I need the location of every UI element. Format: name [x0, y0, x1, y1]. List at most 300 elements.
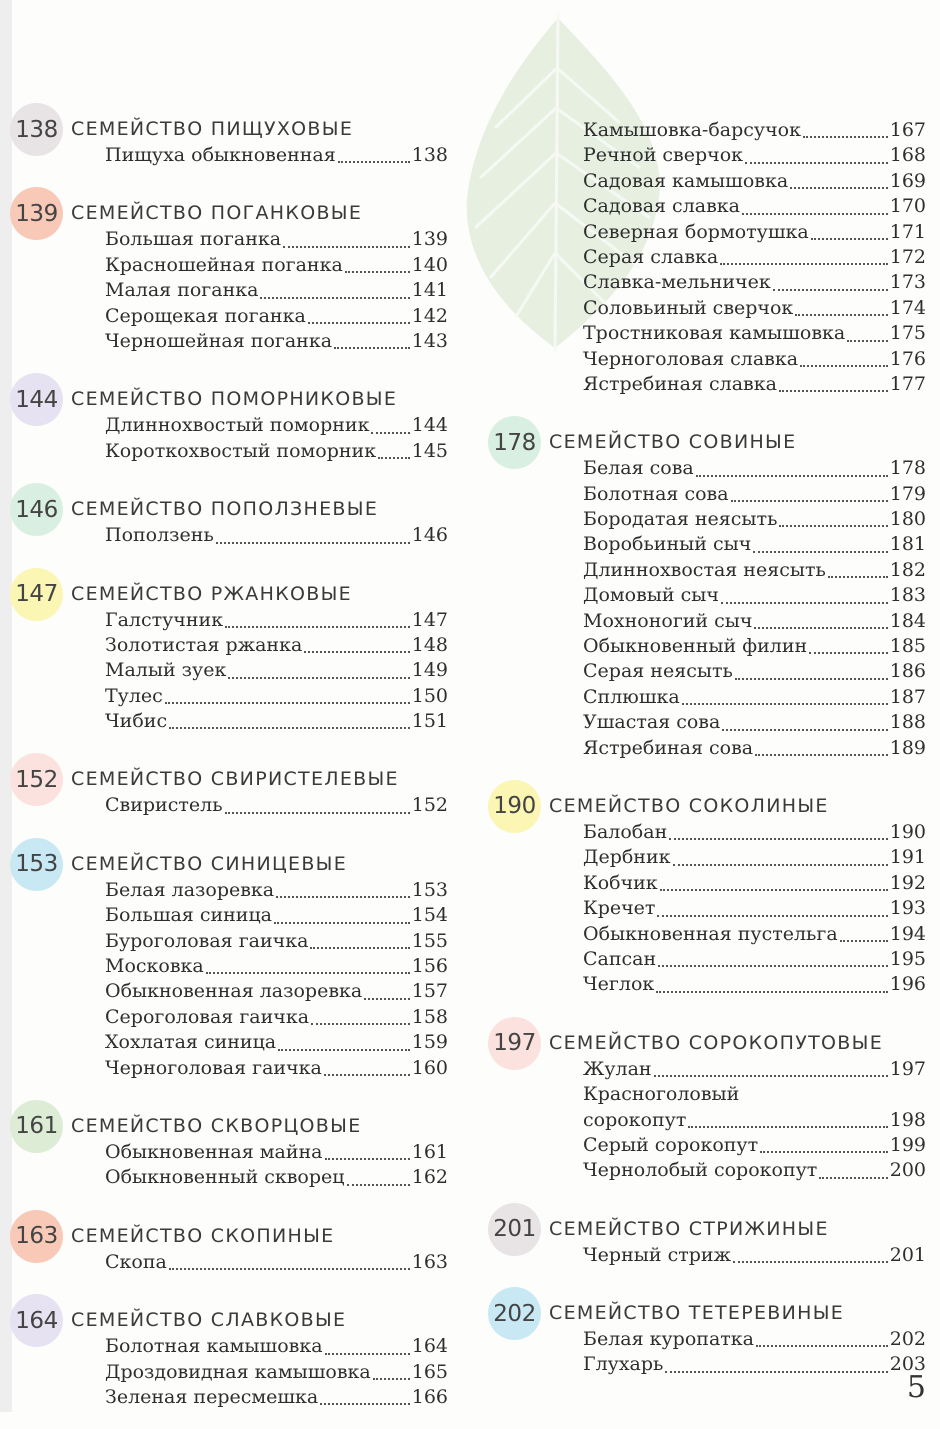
dot-leader — [334, 346, 410, 349]
toc-entry-page: 186 — [889, 660, 926, 683]
family-page-circle: 163 — [10, 1210, 63, 1263]
toc-family — [10, 103, 448, 169]
toc-entry-page: 139 — [411, 228, 448, 251]
toc-entry-page: 151 — [411, 710, 448, 733]
dot-leader — [754, 626, 887, 629]
family-header[interactable] — [10, 1100, 448, 1153]
dot-leader — [696, 474, 888, 477]
toc-entry-name: Ушастая сова — [583, 711, 721, 734]
family-title: СЕМЕЙСТВО ПОПОЛЗНЕВЫЕ — [71, 498, 379, 521]
toc-entry-name: Жулан — [583, 1057, 652, 1080]
toc-entry[interactable] — [105, 305, 448, 330]
family-header[interactable] — [10, 483, 448, 536]
dot-leader — [654, 1074, 888, 1077]
toc-entry-page: 173 — [889, 271, 926, 294]
dot-leader — [660, 888, 888, 891]
toc-entry-name: Пищуха обыкновенная — [105, 144, 336, 166]
toc-entry[interactable] — [105, 330, 448, 355]
toc-entry[interactable] — [583, 221, 926, 246]
toc-entry[interactable] — [583, 1109, 926, 1134]
toc-entry-page: 177 — [889, 372, 926, 395]
family-page-circle: 152 — [10, 753, 63, 806]
family-header[interactable] — [10, 103, 448, 156]
dot-leader — [795, 313, 887, 316]
toc-entry-name: Глухарь — [583, 1353, 664, 1376]
family-title: СЕМЕЙСТВО ПОГАНКОВЫЕ — [71, 202, 363, 225]
toc-entry-name: Дербник — [583, 846, 671, 869]
dot-leader — [311, 1022, 410, 1025]
toc-entry-name: Ястребиная славка — [583, 372, 777, 395]
toc-entry-name: Чернолобый сорокопут — [583, 1159, 818, 1182]
toc-entry[interactable] — [583, 533, 926, 558]
toc-entry-name: Сероголовая гаичка — [105, 1005, 310, 1028]
toc-entry-page: 202 — [889, 1328, 926, 1351]
dot-leader — [779, 524, 887, 527]
dot-leader — [276, 895, 410, 898]
toc-entry-page: 148 — [411, 633, 448, 656]
toc-entry-name: Северная бормотушка — [583, 220, 809, 243]
dot-leader — [378, 456, 410, 459]
toc-family — [10, 1100, 448, 1192]
toc-entry-page: 160 — [411, 1056, 448, 1079]
toc-entry-name: Обыкновенная майна — [105, 1140, 323, 1163]
toc-entry[interactable] — [583, 660, 926, 685]
dot-leader — [304, 650, 409, 653]
toc-family — [10, 373, 448, 465]
dot-leader — [790, 186, 888, 189]
toc-entry-name: Болотная сова — [583, 482, 729, 505]
dot-leader — [225, 625, 410, 628]
toc-entry-page: 156 — [411, 955, 448, 978]
toc-entry[interactable] — [583, 119, 926, 144]
family-page-circle: 147 — [10, 568, 63, 621]
dot-leader — [169, 1267, 410, 1270]
dot-leader — [278, 1048, 410, 1051]
toc-family — [488, 1203, 926, 1269]
toc-entry-page: 193 — [889, 897, 926, 920]
toc-entry[interactable] — [105, 1361, 448, 1386]
family-page-circle: 146 — [10, 483, 63, 536]
toc-entry-page: 162 — [411, 1166, 448, 1189]
toc-entry-name: Воробьиный сыч — [583, 533, 752, 556]
dot-leader — [745, 161, 888, 164]
family-header[interactable] — [10, 1294, 448, 1347]
toc-entry[interactable] — [583, 686, 926, 711]
dot-leader — [682, 702, 888, 705]
toc-entry-page: 180 — [889, 508, 926, 531]
toc-entry-page: 167 — [889, 119, 926, 141]
toc-entry[interactable] — [583, 948, 926, 973]
dot-leader — [809, 651, 888, 654]
toc-family — [10, 838, 448, 1082]
family-header[interactable] — [10, 838, 448, 891]
toc-entry-page: 172 — [889, 245, 926, 268]
dot-leader — [656, 990, 887, 993]
toc-entry-name: Черноголовая славка — [583, 347, 799, 370]
dot-leader — [779, 389, 888, 392]
toc-entry[interactable] — [105, 659, 448, 684]
family-page-circle: 202 — [488, 1287, 541, 1340]
toc-right-column — [488, 103, 926, 1397]
dot-leader — [308, 321, 410, 324]
toc-entry-page: 179 — [889, 482, 926, 505]
dot-leader — [742, 212, 888, 215]
toc-entry[interactable] — [105, 685, 448, 710]
family-title: СЕМЕЙСТВО СИНИЦЕВЫЕ — [71, 852, 348, 875]
toc-entry-page: 144 — [411, 414, 448, 437]
toc-entry-page: 141 — [411, 279, 448, 302]
toc-entry[interactable] — [583, 1159, 926, 1184]
toc-entry-name: Ястребиная сова — [583, 736, 754, 759]
toc-entry-page: 195 — [889, 947, 926, 970]
toc-entry[interactable] — [583, 297, 926, 322]
toc-left-column — [10, 103, 448, 1429]
toc-entry-name: Садовая камышовка — [583, 169, 789, 192]
toc-entry[interactable] — [583, 246, 926, 271]
toc-family — [10, 187, 448, 355]
continuation-entries — [488, 119, 926, 398]
family-page-circle: 201 — [488, 1203, 541, 1256]
toc-entry-name: Длиннохвостый поморник — [105, 414, 370, 437]
family-entries — [488, 457, 926, 762]
dot-leader — [756, 1344, 888, 1347]
dot-leader — [657, 914, 887, 917]
toc-entry-name: сорокопут — [583, 1108, 687, 1131]
toc-entry-page: 175 — [889, 322, 926, 345]
dot-leader — [720, 262, 887, 265]
toc-entry[interactable] — [583, 635, 926, 660]
toc-entry-page: 170 — [889, 195, 926, 218]
dot-leader — [274, 921, 410, 924]
toc-entry[interactable] — [583, 923, 926, 948]
dot-leader — [755, 753, 888, 756]
toc-entry-name: Серая славка — [583, 245, 719, 268]
family-header[interactable] — [488, 780, 926, 833]
toc-entry[interactable] — [583, 322, 926, 347]
toc-entry[interactable] — [583, 1134, 926, 1159]
toc-entry-page: 191 — [889, 846, 926, 869]
family-header[interactable] — [10, 753, 448, 806]
dot-leader — [673, 863, 888, 866]
toc-entry-name: Серощекая поганка — [105, 304, 306, 327]
toc-entry-page: 143 — [411, 329, 448, 352]
toc-entry-page: 198 — [889, 1108, 926, 1131]
toc-entry-page: 166 — [411, 1385, 448, 1408]
toc-entry-page: 159 — [411, 1031, 448, 1054]
toc-entry[interactable] — [105, 1166, 448, 1191]
toc-entry-name: Серая неясыть — [583, 660, 733, 683]
toc-entry-name: Бородатая неясыть — [583, 508, 778, 531]
dot-leader — [735, 677, 888, 680]
toc-entry-name: Дроздовидная камышовка — [105, 1360, 371, 1383]
dot-leader — [283, 245, 410, 248]
dot-leader — [165, 701, 410, 704]
toc-entry-page: 187 — [889, 685, 926, 708]
toc-entry-page: 200 — [889, 1159, 926, 1182]
toc-entry-name: Кобчик — [583, 871, 658, 894]
family-header[interactable] — [10, 568, 448, 621]
toc-entry[interactable] — [105, 254, 448, 279]
family-page-circle: 144 — [10, 373, 63, 426]
toc-family — [10, 568, 448, 736]
dot-leader — [260, 296, 409, 299]
toc-entry-name: Большая поганка — [105, 228, 282, 251]
family-title: СЕМЕЙСТВО ТЕТЕРЕВИНЫЕ — [549, 1302, 845, 1325]
family-title: СЕМЕЙСТВО ПИЩУХОВЫЕ — [71, 118, 354, 140]
toc-family — [10, 483, 448, 549]
family-page-circle: 153 — [10, 838, 63, 891]
toc-entry-name: Обыкновенный скворец — [105, 1166, 345, 1189]
toc-entry-page: 169 — [889, 169, 926, 192]
toc-entry-page: 145 — [411, 439, 448, 462]
family-title: СЕМЕЙСТВО СОРОКОПУТОВЫЕ — [549, 1031, 883, 1054]
toc-entry[interactable] — [105, 279, 448, 304]
toc-entry-name: Малый зуек — [105, 659, 227, 682]
family-title: СЕМЕЙСТВО СЛАВКОВЫЕ — [71, 1309, 347, 1332]
toc-entry-name: Поползень — [105, 524, 214, 547]
toc-entry-name: Сапсан — [583, 947, 657, 970]
toc-entry-name: Балобан — [583, 820, 668, 843]
dot-leader — [688, 1125, 887, 1128]
family-header[interactable] — [488, 416, 926, 469]
toc-entry-name: Свиристель — [105, 794, 223, 817]
toc-entry-name: Черный стриж — [583, 1243, 732, 1266]
family-header[interactable] — [488, 1203, 926, 1256]
toc-entry[interactable] — [583, 973, 926, 998]
toc-entry-page: 140 — [411, 253, 448, 276]
toc-entry-page: 149 — [411, 659, 448, 682]
dot-leader — [371, 431, 409, 434]
toc-entry[interactable] — [583, 737, 926, 762]
dot-leader — [722, 728, 887, 731]
dot-leader — [665, 1370, 887, 1373]
toc-continuation — [488, 119, 926, 398]
toc-entry-name: Тулес — [105, 684, 163, 707]
dot-leader — [325, 1352, 410, 1355]
family-page-circle: 178 — [488, 416, 541, 469]
toc-entry-name: Белая сова — [583, 457, 694, 480]
dot-leader — [216, 541, 410, 544]
toc-entry[interactable] — [583, 508, 926, 533]
toc-entry-page: 190 — [889, 820, 926, 843]
dot-leader — [733, 1260, 888, 1263]
toc-entry-page: 164 — [411, 1335, 448, 1358]
family-entries — [10, 228, 448, 355]
dot-leader — [338, 160, 410, 163]
family-page-circle: 139 — [10, 187, 63, 240]
dot-leader — [228, 676, 409, 679]
toc-entry-page: 163 — [411, 1250, 448, 1273]
toc-entry-name: Буроголовая гаичка — [105, 929, 309, 952]
toc-entry-name: Белая куропатка — [583, 1328, 754, 1351]
family-title: СЕМЕЙСТВО СКОПИНЫЕ — [71, 1224, 335, 1247]
toc-entry[interactable] — [105, 1006, 448, 1031]
toc-family — [488, 1287, 926, 1379]
toc-entry[interactable] — [583, 846, 926, 871]
toc-entry[interactable] — [583, 348, 926, 373]
toc-entry-name: Соловьиный сверчок — [583, 296, 794, 319]
dot-leader — [819, 1176, 887, 1179]
toc-entry-name: Белая лазоревка — [105, 878, 275, 901]
toc-entry-name: Зеленая пересмешка — [105, 1385, 319, 1408]
toc-entry-name: Большая синица — [105, 904, 273, 927]
toc-entry-name: Золотистая ржанка — [105, 633, 303, 656]
dot-leader — [840, 939, 888, 942]
toc-family — [488, 1017, 926, 1185]
toc-entry-name: Красношейная поганка — [105, 253, 343, 276]
family-page-circle: 197 — [488, 1017, 541, 1070]
toc-entry[interactable] — [583, 1353, 926, 1378]
toc-entry[interactable] — [105, 1031, 448, 1056]
dot-leader — [847, 339, 888, 342]
toc-entry-page: 161 — [411, 1140, 448, 1163]
toc-entry-name: Камышовка-барсучок — [583, 119, 801, 141]
toc-entry-page: 201 — [889, 1243, 926, 1266]
family-title: СЕМЕЙСТВО РЖАНКОВЫЕ — [71, 582, 352, 605]
page-number: 5 — [906, 1370, 926, 1405]
toc-entry-name: Короткохвостый поморник — [105, 439, 377, 462]
toc-entry-name: Болотная камышовка — [105, 1335, 323, 1358]
family-header[interactable] — [10, 1210, 448, 1263]
toc-entry-name: Хохлатая синица — [105, 1031, 277, 1054]
family-header[interactable] — [488, 1017, 926, 1070]
toc-entry[interactable] — [105, 955, 448, 980]
dot-leader — [325, 1157, 410, 1160]
family-title: СЕМЕЙСТВО СВИРИСТЕЛЕВЫЕ — [71, 768, 399, 791]
toc-entry-name: Малая поганка — [105, 279, 259, 302]
dot-leader — [373, 1377, 410, 1380]
family-title: СЕМЕЙСТВО СОКОЛИНЫЕ — [549, 794, 829, 817]
family-header[interactable] — [10, 187, 448, 240]
toc-entry[interactable] — [105, 930, 448, 955]
toc-entry-page: 182 — [889, 558, 926, 581]
toc-entry-page: 194 — [889, 922, 926, 945]
toc-entry-page: 203 — [889, 1353, 926, 1376]
dot-leader — [803, 135, 888, 138]
toc-family — [488, 416, 926, 762]
toc-entry-name: Славка-мельничек — [583, 271, 771, 294]
toc-entry-name: Садовая славка — [583, 195, 740, 218]
toc-entry-name: Речной сверчок — [583, 144, 744, 167]
toc-entry-page: 197 — [889, 1057, 926, 1080]
dot-leader — [345, 270, 410, 273]
toc-entry-name: Сплюшка — [583, 685, 680, 708]
toc-family — [488, 780, 926, 999]
family-header[interactable] — [10, 373, 448, 426]
toc-entry-page: 146 — [411, 524, 448, 547]
toc-entry-name: Галстучник — [105, 608, 224, 631]
toc-entry-page: 155 — [411, 929, 448, 952]
dot-leader — [310, 946, 409, 949]
dot-leader — [760, 1150, 888, 1153]
toc-entry-page: 189 — [889, 736, 926, 759]
toc-family — [10, 753, 448, 819]
toc-entry-name: Скопа — [105, 1250, 167, 1273]
toc-entry[interactable] — [105, 1057, 448, 1082]
toc-entry[interactable] — [583, 584, 926, 609]
toc-entry-page: 150 — [411, 684, 448, 707]
toc-entry-name: Черношейная поганка — [105, 329, 333, 352]
dot-leader — [828, 575, 888, 578]
toc-entry-name: Чеглок — [583, 973, 655, 996]
toc-entry-page: 176 — [889, 347, 926, 370]
toc-entry-page: 142 — [411, 304, 448, 327]
family-entries — [488, 821, 926, 999]
toc-entry[interactable] — [105, 634, 448, 659]
dot-leader — [324, 1073, 410, 1076]
toc-family — [10, 1294, 448, 1411]
toc-entry-page: 157 — [411, 980, 448, 1003]
dot-leader — [721, 601, 888, 604]
toc-entry[interactable] — [583, 373, 926, 398]
family-entries — [488, 1058, 926, 1185]
toc-entry-page: 188 — [889, 711, 926, 734]
toc-entry-name: Длиннохвостая неясыть — [583, 558, 826, 581]
family-page-circle: 161 — [10, 1100, 63, 1153]
toc-entry-page: 147 — [411, 608, 448, 631]
family-title: СЕМЕЙСТВО СОВИНЫЕ — [549, 431, 797, 454]
dot-leader — [800, 364, 888, 367]
dot-leader — [658, 964, 888, 967]
toc-entry[interactable] — [583, 271, 926, 296]
toc-entry[interactable] — [105, 980, 448, 1005]
toc-entry-name: Домовый сыч — [583, 584, 719, 607]
family-page-circle: 190 — [488, 780, 541, 833]
toc-entry[interactable] — [583, 144, 926, 169]
toc-family — [10, 1210, 448, 1276]
family-title: СЕМЕЙСТВО СТРИЖИНЫЕ — [549, 1217, 829, 1240]
toc-entry-page: 165 — [411, 1360, 448, 1383]
toc-entry-page: 152 — [411, 794, 448, 817]
toc-entry-name: Тростниковая камышовка — [583, 322, 846, 345]
toc-entry[interactable] — [105, 710, 448, 735]
toc-entry[interactable] — [583, 483, 926, 508]
toc-entry[interactable] — [583, 170, 926, 195]
toc-entry-page: 158 — [411, 1005, 448, 1028]
toc-entry[interactable] — [105, 440, 448, 465]
family-page-circle: 164 — [10, 1294, 63, 1347]
toc-entry[interactable] — [105, 1386, 448, 1411]
toc-entry-name: Московка — [105, 955, 204, 978]
toc-entry[interactable] — [583, 711, 926, 736]
toc-entry-page: 192 — [889, 871, 926, 894]
family-header[interactable] — [488, 1287, 926, 1340]
family-entries — [10, 609, 448, 736]
toc-entry-page: 153 — [411, 878, 448, 901]
dot-leader — [811, 237, 888, 240]
toc-entry[interactable] — [583, 559, 926, 584]
toc-entry[interactable] — [583, 872, 926, 897]
family-entries — [10, 879, 448, 1082]
toc-entry-page: 199 — [889, 1133, 926, 1156]
family-title: СЕМЕЙСТВО СКВОРЦОВЫЕ — [71, 1114, 362, 1137]
toc-entry-page: 183 — [889, 584, 926, 607]
toc-entry-page: 196 — [889, 973, 926, 996]
toc-entry[interactable] — [583, 897, 926, 922]
toc-entry[interactable] — [583, 610, 926, 635]
toc-entry[interactable] — [105, 904, 448, 929]
dot-leader — [669, 837, 888, 840]
toc-entry-name-line: Красноголовый — [583, 1083, 740, 1106]
toc-entry-page: 184 — [889, 609, 926, 632]
toc-entry-page: 174 — [889, 296, 926, 319]
dot-leader — [169, 726, 410, 729]
toc-entry-page: 171 — [889, 220, 926, 243]
dot-leader — [773, 288, 888, 291]
dot-leader — [753, 550, 887, 553]
toc-entry-name: Кречет — [583, 897, 656, 920]
toc-entry[interactable] — [583, 195, 926, 220]
